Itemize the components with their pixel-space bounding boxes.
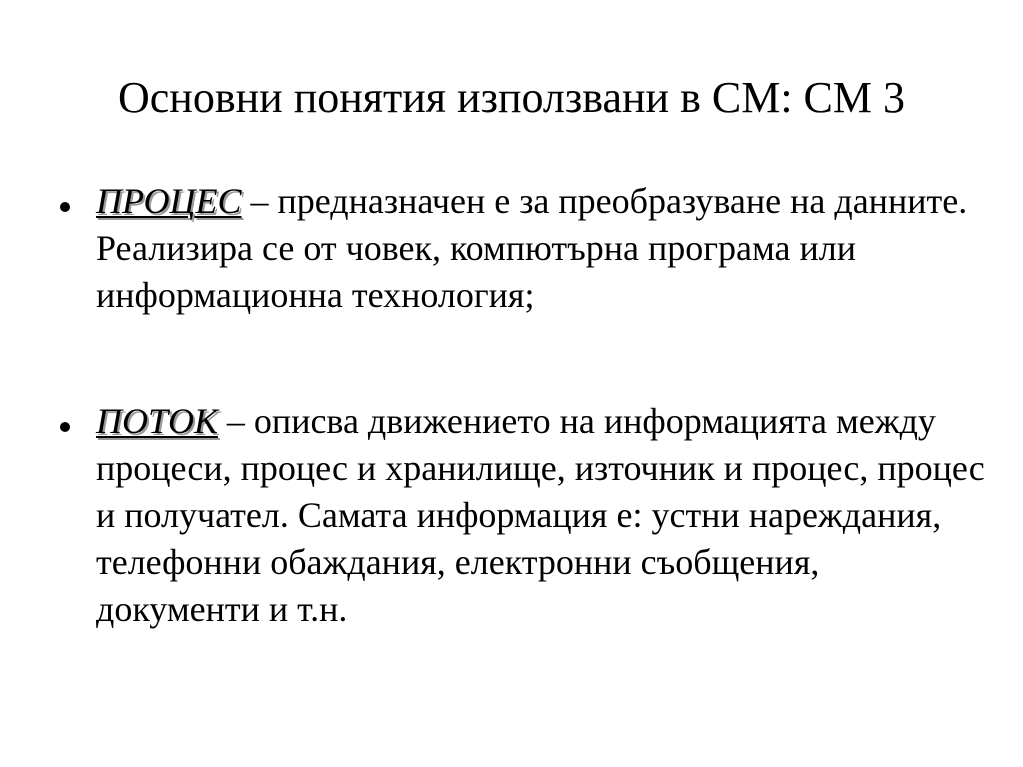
bullet-list [58, 178, 988, 633]
bullet-dot-icon [60, 202, 70, 212]
bullet-dot-icon [60, 422, 70, 432]
bullet-item-process [58, 178, 988, 319]
term-process: ПРОЦЕС [96, 181, 242, 221]
term-flow: ПОТОК [96, 401, 218, 441]
definition-flow: – описва движението на информацията между процеси, процес и хранилище, източник и процес, процес и получател. Самата информация е: устни нареждания, телефонни обаждания, електронни съобщения, документи и т.н. [96, 401, 985, 629]
definition-process: – предназначен е за преобразуване на данните. Реализира се от човек, компютърна програма или информационна технология; [96, 181, 968, 315]
slide-title: Основни понятия използвани в СМ: СМ 3 [117, 73, 906, 122]
bullet-item-flow [58, 398, 988, 633]
